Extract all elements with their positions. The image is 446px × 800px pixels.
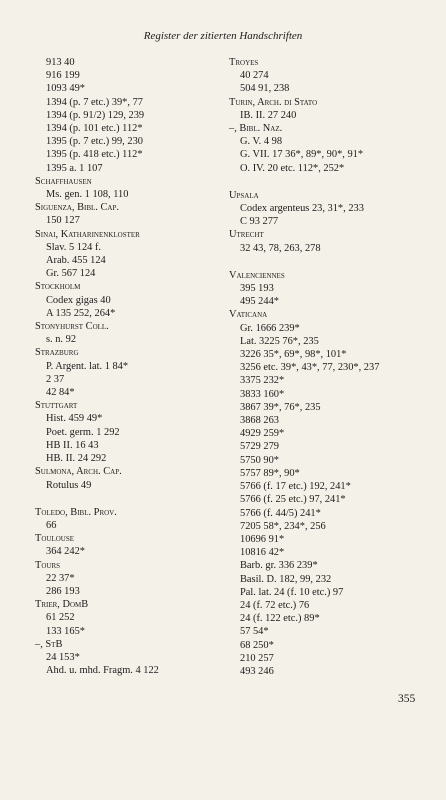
index-entry: Gr. 1666 239* [240, 322, 300, 334]
index-entry: 133 165* [46, 625, 85, 637]
index-heading: Troyes [229, 57, 259, 68]
index-entry: 1395 (p. 418 etc.) 112* [46, 149, 143, 161]
index-entry: Poet. germ. 1 292 [46, 426, 120, 438]
index-heading: –, Bibl. Naz. [229, 123, 283, 135]
index-entry: 5750 90* [240, 454, 279, 466]
index-entry: 10696 91* [240, 533, 285, 545]
index-column-left [35, 56, 220, 677]
index-heading: Valenciennes [229, 269, 285, 281]
index-entry: 3256 etc. 39*, 43*, 77, 230*, 237 [240, 362, 380, 374]
index-heading: Sinai, Katharinenkloster [35, 228, 140, 240]
index-entry: 2 37 [46, 373, 65, 385]
index-entry: G. V. 4 98 [240, 136, 283, 148]
index-heading: Stockholm [35, 281, 81, 293]
index-entry: 3226 35*, 69*, 98*, 101* [240, 349, 347, 361]
index-entry: 913 40 [46, 57, 75, 68]
index-entry: Slav. 5 124 f. [46, 241, 102, 253]
index-entry: s. n. 92 [46, 334, 77, 346]
index-entry: 5729 279 [240, 441, 279, 453]
index-heading: Vaticana [229, 309, 268, 321]
index-entry: Lat. 3225 76*, 235 [240, 335, 319, 347]
index-entry: A 135 252, 264* [46, 307, 116, 319]
page-number: 355 [398, 693, 416, 705]
index-entry: 916 199 [46, 70, 80, 82]
index-entry: 210 257 [240, 652, 274, 664]
index-entry: Basil. D. 182, 99, 232 [240, 573, 332, 585]
index-entry: 24 153* [46, 651, 80, 663]
index-entry: 150 127 [46, 215, 80, 227]
index-entry: 504 91, 238 [240, 83, 290, 95]
index-entry: 1395 (p. 7 etc.) 99, 230 [46, 136, 143, 148]
index-heading: Toledo, Bibl. Prov. [35, 506, 117, 518]
index-entry: 40 274 [240, 70, 269, 82]
index-entry: 395 193 [240, 283, 274, 295]
index-entry: 1394 (p. 91/2) 129, 239 [46, 109, 145, 121]
index-heading: Strazburg [35, 347, 79, 359]
index-entry: 32 43, 78, 263, 278 [240, 242, 321, 254]
index-entry: 364 242* [46, 546, 85, 558]
index-entry: IB. II. 27 240 [240, 109, 297, 121]
index-heading: Toulouse [35, 533, 75, 545]
index-entry: Barb. gr. 336 239* [240, 560, 318, 572]
index-entry: 3833 160* [240, 388, 285, 400]
index-entry: 1394 (p. 101 etc.) 112* [46, 123, 143, 135]
index-entry: P. Argent. lat. 1 84* [46, 360, 129, 372]
index-entry: Ahd. u. mhd. Fragm. 4 122 [46, 665, 159, 677]
index-entry: HB II. 16 43 [46, 439, 99, 451]
index-entry: 495 244* [240, 296, 279, 308]
index-entry: Arab. 455 124 [46, 255, 106, 267]
index-entry: 42 84* [46, 387, 75, 399]
index-heading: Trier, DomB [35, 599, 89, 611]
index-heading: Upsala [229, 189, 259, 201]
index-entry: HB. II. 24 292 [46, 453, 107, 465]
index-entry: 68 250* [240, 639, 274, 651]
index-entry: 493 246 [240, 665, 274, 677]
index-entry: Rotulus 49 [46, 479, 92, 491]
index-column-right [229, 56, 424, 678]
index-entry: 7205 58*, 234*, 256 [240, 520, 326, 532]
index-entry: 5757 89*, 90* [240, 467, 300, 479]
index-entry: G. VII. 17 36*, 89*, 90*, 91* [240, 149, 364, 161]
index-entry: Codex gigas 40 [46, 294, 111, 306]
index-entry: C 93 277 [240, 216, 279, 228]
index-entry: O. IV. 20 etc. 112*, 252* [240, 162, 345, 174]
index-entry: 10816 42* [240, 547, 285, 559]
index-entry: 3867 39*, 76*, 235 [240, 401, 321, 413]
index-entry: 1093 49* [46, 83, 85, 95]
index-entry: 3868 263 [240, 415, 279, 427]
index-entry: 1395 a. 1 107 [46, 162, 103, 174]
index-entry: Ms. gen. 1 108, 110 [46, 189, 129, 201]
index-heading: Turin, Arch. di Stato [229, 96, 318, 108]
index-entry: 24 (f. 122 etc.) 89* [240, 613, 320, 625]
index-heading: –, StB [35, 638, 63, 650]
index-heading: Schaffhausen [35, 175, 92, 187]
index-heading: Tours [35, 559, 61, 571]
index-entry: Hist. 459 49* [46, 413, 103, 425]
index-heading: Siguenza, Bibl. Cap. [35, 202, 119, 214]
index-entry: Codex argenteus 23, 31*, 233 [240, 203, 364, 215]
index-entry: 66 [46, 519, 57, 531]
index-heading: Stonyhurst Coll. [35, 321, 109, 333]
index-entry: 3375 232* [240, 375, 285, 387]
index-heading: Stuttgart [35, 400, 78, 412]
index-heading: Sulmona, Arch. Cap. [35, 466, 122, 478]
index-entry: 24 (f. 72 etc.) 76 [240, 599, 310, 611]
index-entry: 61 252 [46, 612, 75, 624]
index-entry: Gr. 567 124 [46, 268, 96, 280]
index-entry: 5766 (f. 44/5) 241* [240, 507, 321, 519]
index-entry: 1394 (p. 7 etc.) 39*, 77 [46, 96, 143, 108]
index-entry: Pal. lat. 24 (f. 10 etc.) 97 [240, 586, 344, 598]
index-heading: Utrecht [229, 229, 264, 241]
index-entry: 5766 (f. 25 etc.) 97, 241* [240, 494, 346, 506]
index-entry: 4929 259* [240, 428, 285, 440]
index-entry: 22 37* [46, 572, 75, 584]
index-entry: 286 193 [46, 585, 80, 597]
running-head: Register der zitierten Handschriften [143, 30, 303, 42]
index-entry: 5766 (f. 17 etc.) 192, 241* [240, 481, 351, 493]
index-entry: 57 54* [240, 626, 269, 638]
